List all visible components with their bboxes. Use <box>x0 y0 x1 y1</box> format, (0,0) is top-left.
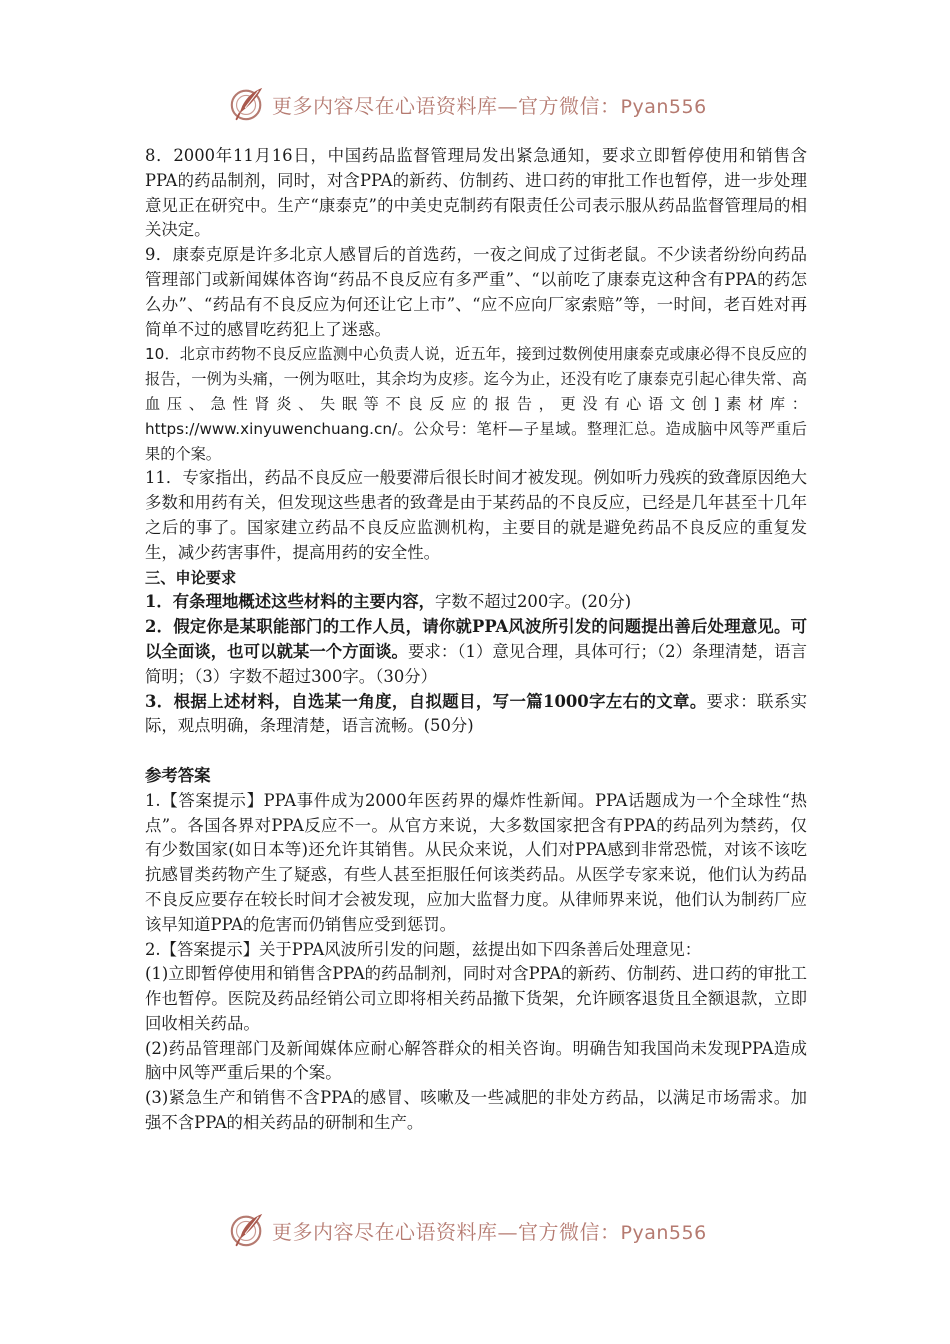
answer-2: 2.【答案提示】关于PPA风波所引发的问题，兹提出如下四条善后处理意见： <box>145 939 702 959</box>
answers-heading: 参考答案 <box>145 765 211 785</box>
requirement-1-detail: 字数不超过200字。(20分) <box>435 592 632 612</box>
requirement-1 <box>145 590 807 615</box>
requirement-3-title: 3．根据上述材料，自选某一角度，自拟题目，写一篇1000字左右的文章。 <box>145 691 707 711</box>
spacer <box>145 739 807 764</box>
banner-wechat-id: Pyan556 <box>620 95 707 118</box>
requirement-3 <box>145 690 807 740</box>
requirements-heading: 三、申论要求 <box>145 568 237 587</box>
requirement-1-title: 1．有条理地概述这些材料的主要内容， <box>145 592 436 612</box>
paragraph-10: 10．北京市药物不良反应监测中心负责人说，近五年，接到过数例使用康泰克或康必得不良反应的报告，一例为头痛，一例为呕吐，其余均为皮疹。迄今为止，还没有吃了康泰克引起心律失常、高血压、急性肾炎、失眠等不良反应的报告，更没有心语文创]素材库：https://www.xinyuwenchuang.cn/。公众号：笔杆—子星域。整理汇总。造成脑中风等严重后果的个案。 <box>145 345 807 463</box>
banner-wechat-id: Pyan556 <box>620 1221 707 1244</box>
document-body <box>145 144 807 1136</box>
requirement-2-detail: 要求：（1）意见合理，具体可行；（2）条理清楚，语言简明；（3）字数不超过300字。（30分） <box>145 641 807 686</box>
paragraph-8: 8．2000年11月16日，中国药品监督管理局发出紧急通知，要求立即暂停使用和销售含PPA的药品制剂，同时，对含PPA的新药、仿制药、进口药的审批工作也暂停，进一步处理意见正在研究中。生产“康泰克”的中美史克制药有限责任公司表示服从药品监督管理局的相关决定。 <box>145 146 807 240</box>
answer-1: 1.【答案提示】PPA事件成为2000年医药界的爆炸性新闻。PPA话题成为一个全球性“热点”。各国各界对PPA反应不一。从官方来说，大多数国家把含有PPA的药品列为禁药，仅有少数国家(如日本等)还允许其销售。从民众来说，人们对PPA感到非常恐慌，对该不该吃抗感冒类药物产生了疑惑，有些人甚至拒服任何该类药品。从医学专家来说，他们认为药品不良反应要存在较长时间才会被发现，应加大监督力度。从律师界来说，他们认为制药厂应该早知道PPA的危害而仍销售应受到惩罚。 <box>145 790 807 934</box>
requirement-2-title: 2．假定你是某职能部门的工作人员，请你就PPA风波所引发的问题提出善后处理意见。可以全面谈，也可以就某一个方面谈。 <box>145 617 807 661</box>
requirement-3-detail: 要求：联系实际，观点明确，条理清楚，语言流畅。(50分) <box>145 691 807 736</box>
feather-pen-logo-icon <box>228 1211 266 1249</box>
answer-2-item-2: (2)药品管理部门及新闻媒体应耐心解答群众的相关咨询。明确告知我国尚未发现PPA造成脑中风等严重后果的个案。 <box>145 1038 807 1083</box>
header-banner <box>228 82 707 126</box>
paragraph-9: 9．康泰克原是许多北京人感冒后的首选药，一夜之间成了过街老鼠。不少读者纷纷向药品管理部门或新闻媒体咨询“药品不良反应有多严重”、“以前吃了康泰克这种含有PPA的药怎么办”、“药品有不良反应为何还让它上市”、“应不应向厂家索赔”等，一时间，老百姓对再简单不过的感冒吃药犯上了迷惑。 <box>145 245 807 339</box>
answer-2-item-1: (1)立即暂停使用和销售含PPA的药品制剂，同时对含PPA的新药、仿制药、进口药的审批工作也暂停。医院及药品经销公司立即将相关药品撤下货架，允许顾客退货且全额退款，立即回收相关药品。 <box>145 964 807 1033</box>
footer-banner <box>228 1208 707 1252</box>
banner-text: 更多内容尽在心语资料库—官方微信：Pyan556 <box>272 1219 707 1244</box>
feather-pen-logo-icon <box>228 85 266 123</box>
paragraph-11: 11．专家指出，药品不良反应一般要滞后很长时间才被发现。例如听力残疾的致聋原因绝大多数和用药有关，但发现这些患者的致聋是由于某药品的不良反应，已经是几年甚至十几年之后的事了。国家建立药品不良反应监测机构，主要目的就是避免药品不良反应的重复发生，减少药害事件，提高用药的安全性。 <box>145 468 807 562</box>
requirement-2 <box>145 615 807 689</box>
banner-text: 更多内容尽在心语资料库—官方微信：Pyan556 <box>272 93 707 118</box>
answer-2-item-3: (3)紧急生产和销售不含PPA的感冒、咳嗽及一些减肥的非处方药品，以满足市场需求。加强不含PPA的相关药品的研制和生产。 <box>145 1088 807 1133</box>
